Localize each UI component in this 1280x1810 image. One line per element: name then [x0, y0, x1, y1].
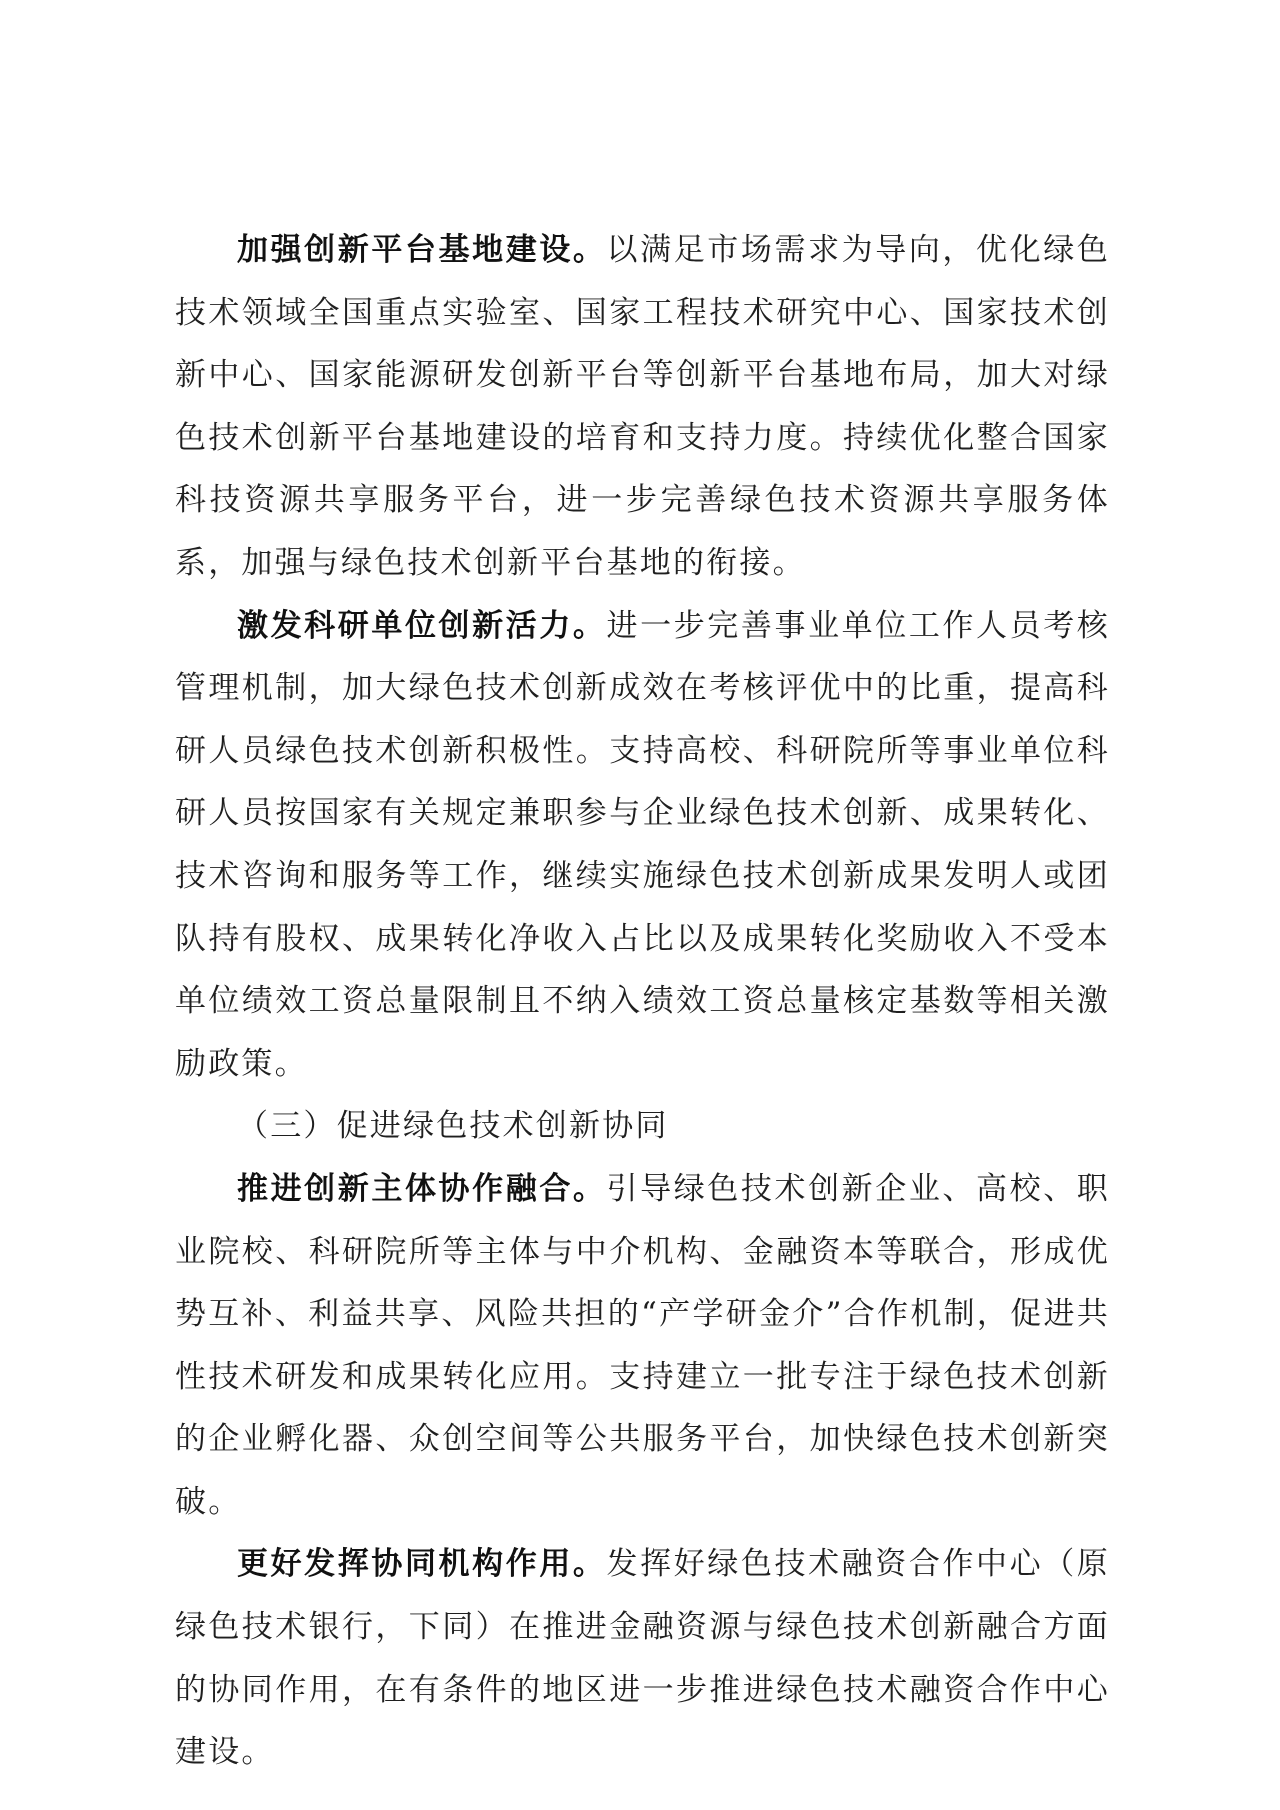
paragraph-research-units — [175, 595, 1110, 1096]
paragraph-lead: 更好发挥协同机构作用。 — [237, 1546, 607, 1583]
paragraph-text: 以满足市场需求为导向，优化绿色技术领域全国重点实验室、国家工程技术研究中心、国家技术创新中心、国家能源研发创新平台等创新平台基地布局，加大对绿色技术创新平台基地建设的培育和支持力度。持续优化整合国家科技资源共享服务平台，进一步完善绿色技术资源共享服务体系，加强与绿色技术创新平台基地的衔接。 — [175, 232, 1111, 581]
paragraph-lead: 加强创新平台基地建设。 — [237, 232, 607, 268]
paragraph-text: 引导绿色技术创新企业、高校、职业院校、科研院所等主体与中介机构、金融资本等联合，形成优势互补、利益共享、风险共担的“产学研金介”合作机制，促进共性技术研发和成果转化应用。支持建立一批专注于绿色技术创新的企业孵化器、众创空间等公共服务平台，加快绿色技术创新突破。 — [175, 1170, 1111, 1520]
paragraph-innovation-platform — [175, 219, 1110, 595]
paragraph-collaboration — [175, 1158, 1110, 1534]
document-body — [175, 219, 1110, 1784]
paragraph-text: 发挥好绿色技术融资合作中心（原绿色技术银行，下同）在推进金融资源与绿色技术创新融合方面的协同作用，在有条件的地区进一步推进绿色技术融资合作中心建设。 — [175, 1546, 1111, 1771]
paragraph-coordinating-institutions — [175, 1533, 1110, 1783]
section-heading: （三）促进绿色技术创新协同 — [237, 1108, 669, 1145]
paragraph-lead: 推进创新主体协作融合。 — [237, 1170, 607, 1207]
paragraph-text: 进一步完善事业单位工作人员考核管理机制，加大绿色技术创新成效在考核评优中的比重，提高科研人员绿色技术创新积极性。支持高校、科研院所等事业单位科研人员按国家有关规定兼职参与企业绿色技术创新、成果转化、技术咨询和服务等工作，继续实施绿色技术创新成果发明人或团队持有股权、成果转化净收入占比以及成果转化奖励收入不受本单位绩效工资总量限制且不纳入绩效工资总量核定基数等相关激励政策。 — [175, 607, 1111, 1082]
paragraph-lead: 激发科研单位创新活力。 — [237, 607, 607, 644]
